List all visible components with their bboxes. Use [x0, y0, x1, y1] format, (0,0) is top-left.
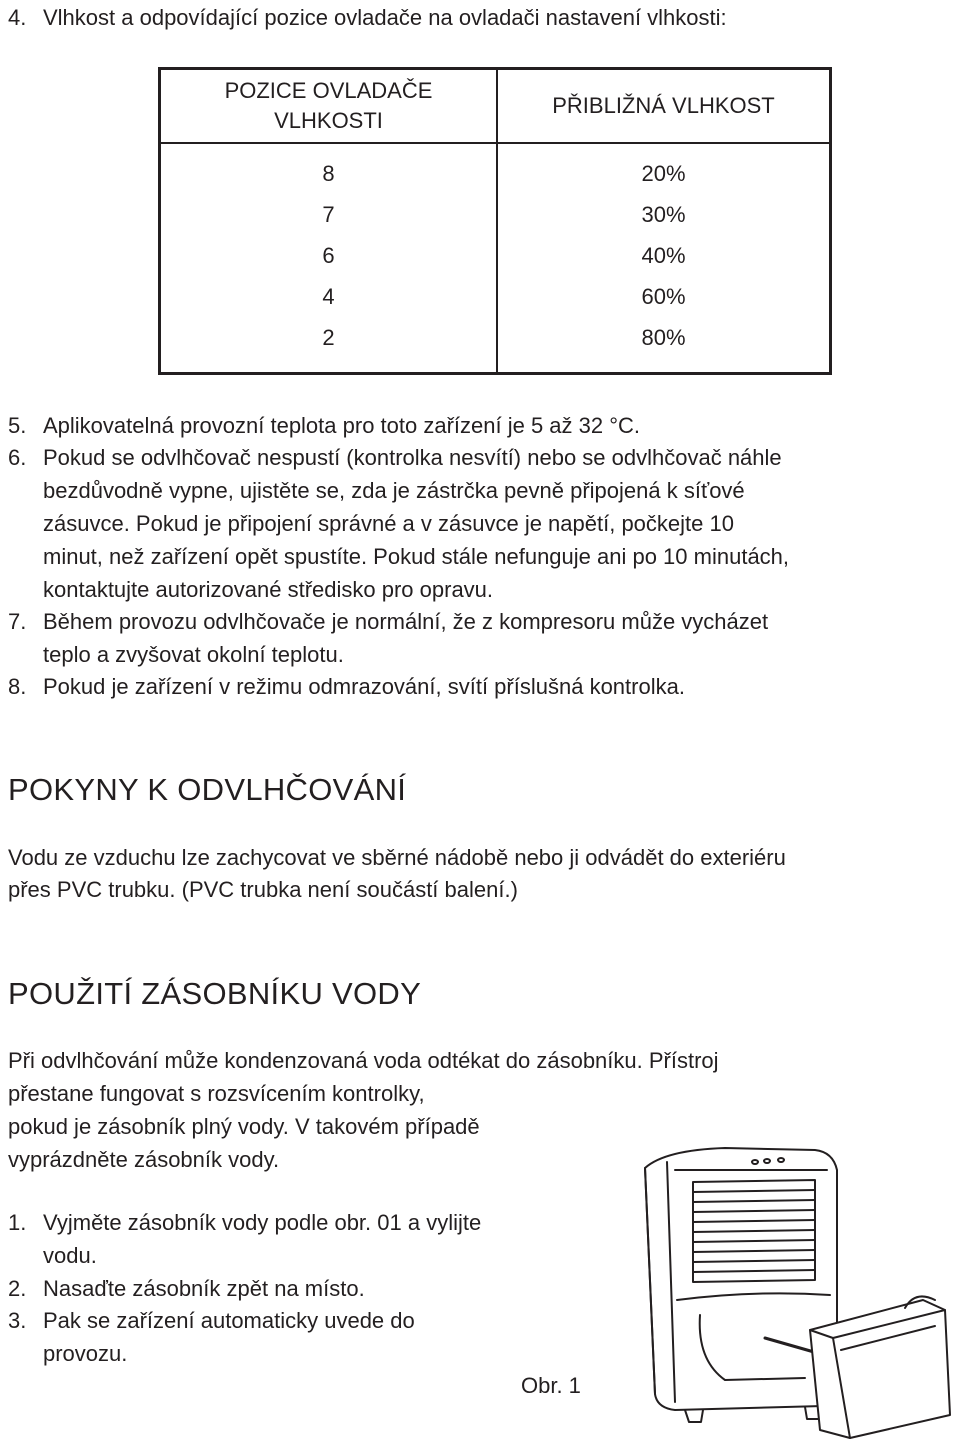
- step-3-line: Pak se zařízení automaticky uvede do: [43, 1308, 415, 1333]
- item-7-number: 7.: [8, 609, 27, 634]
- item-8-number: 8.: [8, 674, 27, 699]
- knob-position-cell: 4: [160, 276, 498, 317]
- humidity-cell: 40%: [641, 242, 686, 268]
- paragraph-line: pokud je zásobník plný vody. V takovém případě: [8, 1114, 480, 1139]
- item-5-text: Aplikovatelná provozní teplota pro toto zařízení je 5 až 32 °C.: [43, 413, 641, 438]
- table-row: [160, 143, 831, 194]
- step-3-number: 3.: [8, 1308, 27, 1333]
- knob-position-cell: 8: [160, 143, 498, 194]
- knob-position-cell: 2: [160, 317, 498, 374]
- humidity-cell: 60%: [641, 283, 686, 309]
- dehumidifier-illustration: [605, 1140, 955, 1440]
- table-row: [160, 276, 831, 317]
- step-2-number: 2.: [8, 1276, 27, 1301]
- item-8-text: Pokud je zařízení v režimu odmrazování, svítí příslušná kontrolka.: [43, 674, 685, 699]
- knob-position-cell: 7: [160, 194, 498, 235]
- table-row: [160, 194, 831, 235]
- item-6-line: kontaktujte autorizované středisko pro opravu.: [43, 577, 494, 602]
- item-7-line: teplo a zvyšovat okolní teplotu.: [43, 642, 344, 667]
- table-row: [160, 317, 831, 374]
- table-row: [160, 235, 831, 276]
- humidity-cell: 20%: [641, 161, 686, 186]
- item-6-line: zásuvce. Pokud je připojení správné a v zásuvce je napětí, počkejte 10: [43, 511, 734, 536]
- humidity-table: [158, 67, 832, 375]
- paragraph-line: Při odvlhčování může kondenzovaná voda odtékat do zásobníku. Přístroj: [8, 1048, 719, 1073]
- paragraph-line: vyprázdněte zásobník vody.: [8, 1147, 280, 1172]
- humidity-cell: 80%: [641, 324, 686, 350]
- humidity-cell: 30%: [641, 201, 686, 227]
- figure-caption: Obr. 1: [521, 1373, 581, 1398]
- section-4-number: 4.: [8, 5, 27, 30]
- step-1-line: Vyjměte zásobník vody podle obr. 01 a vylijte: [43, 1210, 482, 1235]
- step-1-number: 1.: [8, 1210, 27, 1235]
- knob-position-cell: 6: [160, 235, 498, 276]
- item-7-line: Během provozu odvlhčovače je normální, že z kompresoru může vycházet: [43, 609, 769, 634]
- item-6-line: bezdůvodně vypne, ujistěte se, zda je zástrčka pevně připojená k síťové: [43, 478, 745, 503]
- step-1-line: vodu.: [43, 1243, 97, 1268]
- item-6-number: 6.: [8, 445, 27, 470]
- paragraph-line: přes PVC trubku. (PVC trubka není součástí balení.): [8, 877, 518, 902]
- paragraph-line: přestane fungovat s rozsvícením kontrolky,: [8, 1081, 425, 1106]
- section-heading-dehumidifying: POKYNY K ODVLHČOVÁNÍ: [8, 772, 407, 807]
- header-approx-humidity: PŘIBLIŽNÁ VLHKOST: [497, 69, 831, 144]
- section-heading-water-tank: POUŽITÍ ZÁSOBNÍKU VODY: [8, 976, 422, 1011]
- humidity-table-header-row: [160, 69, 831, 144]
- header-knob-position: POZICE OVLADAČE VLHKOSTI: [160, 69, 498, 144]
- item-6-line: Pokud se odvlhčovač nespustí (kontrolka nesvítí) nebo se odvlhčovač náhle: [43, 445, 782, 470]
- item-6-line: minut, než zařízení opět spustíte. Pokud stále nefunguje ani po 10 minutách,: [43, 544, 790, 569]
- section-4-title: Vlhkost a odpovídající pozice ovladače na ovladači nastavení vlhkosti:: [43, 5, 727, 30]
- item-5-number: 5.: [8, 413, 27, 438]
- paragraph-line: Vodu ze vzduchu lze zachycovat ve sběrné nádobě nebo ji odvádět do exteriéru: [8, 845, 786, 870]
- step-3-line: provozu.: [43, 1341, 128, 1366]
- step-2-text: Nasaďte zásobník zpět na místo.: [43, 1276, 365, 1301]
